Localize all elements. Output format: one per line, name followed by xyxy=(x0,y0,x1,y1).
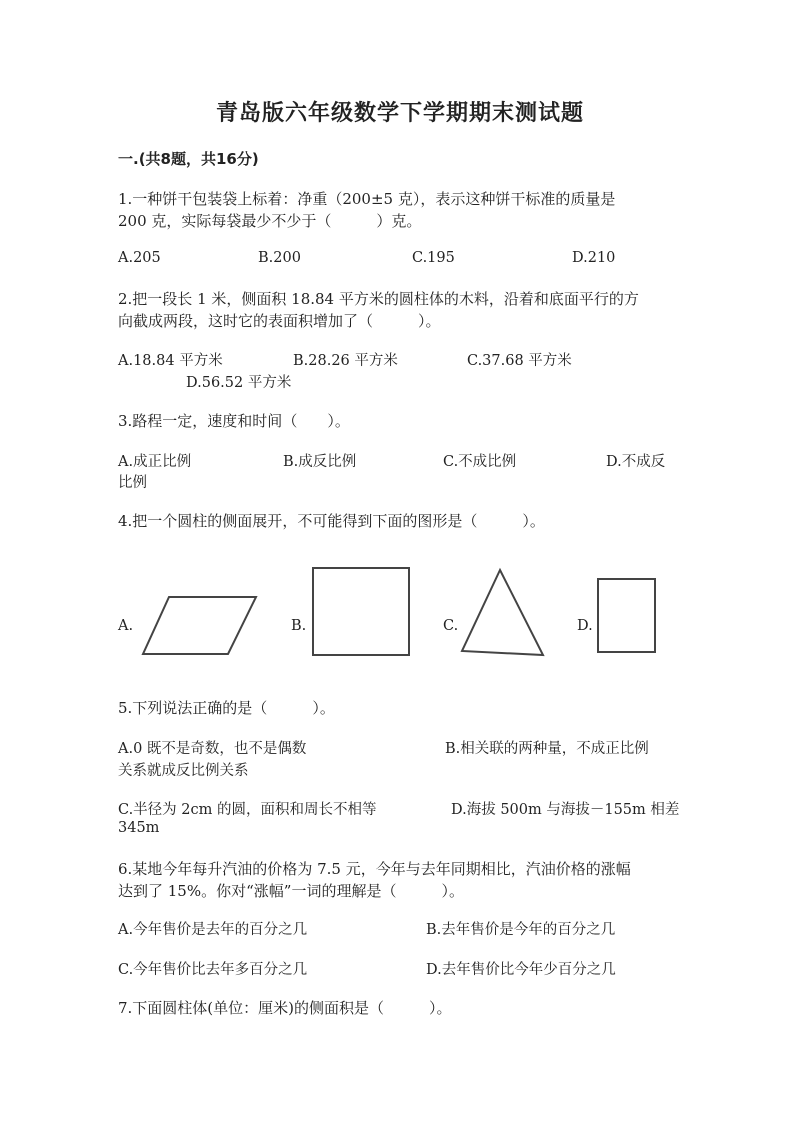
q1-option-d: D.210 xyxy=(572,250,616,266)
rectangle-figure xyxy=(596,577,658,655)
q4-option-a-label: A. xyxy=(118,618,134,634)
q5-option-d-continued: 345m xyxy=(118,820,160,836)
parallelogram-shape xyxy=(143,597,256,654)
q6-option-b: B.去年售价是今年的百分之几 xyxy=(426,922,616,938)
square-shape xyxy=(313,568,409,655)
q1-stem-line1: 1.一种饼干包装袋上标着：净重（200±5 克），表示这种饼干标准的质量是 xyxy=(118,190,616,208)
q2-option-c: C.37.68 平方米 xyxy=(467,353,572,369)
q2-stem-line1: 2.把一段长 1 米，侧面积 18.84 平方米的圆柱体的木料，沿着和底面平行的方 xyxy=(118,290,639,308)
triangle-figure xyxy=(460,568,546,658)
q1-stem-line2: 200 克，实际每袋最少不少于（ ）克。 xyxy=(118,212,422,230)
q2-option-d: D.56.52 平方米 xyxy=(186,375,292,391)
q3-option-d-continued: 比例 xyxy=(118,475,147,491)
q3-option-c: C.不成比例 xyxy=(443,454,517,470)
q5-option-b-continued: 关系就成反比例关系 xyxy=(118,763,249,779)
q6-option-a: A.今年售价是去年的百分之几 xyxy=(118,922,308,938)
q7-stem: 7.下面圆柱体(单位：厘米)的侧面积是（ ）。 xyxy=(118,999,452,1017)
q5-option-c: C.半径为 2cm 的圆，面积和周长不相等 xyxy=(118,802,377,818)
q1-option-c: C.195 xyxy=(412,250,455,266)
q3-option-d: D.不成反 xyxy=(606,454,666,470)
q6-option-c: C.今年售价比去年多百分之几 xyxy=(118,962,308,978)
q2-option-a: A.18.84 平方米 xyxy=(118,353,223,369)
q5-option-a: A.0 既不是奇数，也不是偶数 xyxy=(118,741,307,757)
q2-stem-line2: 向截成两段，这时它的表面积增加了（ ）。 xyxy=(118,312,441,330)
page-title: 青岛版六年级数学下学期期末测试题 xyxy=(215,101,584,126)
rectangle-shape xyxy=(598,579,655,652)
section-heading: 一.(共8题，共16分) xyxy=(118,150,259,168)
q3-option-a: A.成正比例 xyxy=(118,454,192,470)
q4-option-d-label: D. xyxy=(577,618,593,634)
q6-option-d: D.去年售价比今年少百分之几 xyxy=(426,962,616,978)
triangle-shape xyxy=(462,570,543,655)
q6-stem-line1: 6.某地今年每升汽油的价格为 7.5 元，今年与去年同期相比，汽油价格的涨幅 xyxy=(118,860,631,878)
q3-option-b: B.成反比例 xyxy=(283,454,357,470)
q6-stem-line2: 达到了 15%。你对“涨幅”一词的理解是（ ）。 xyxy=(118,882,464,900)
parallelogram-figure xyxy=(140,594,260,658)
q4-option-c-label: C. xyxy=(443,618,459,634)
q1-option-a: A.205 xyxy=(118,250,161,266)
q4-stem: 4.把一个圆柱的侧面展开，不可能得到下面的图形是（ ）。 xyxy=(118,512,545,530)
q2-option-b: B.28.26 平方米 xyxy=(293,353,398,369)
q3-stem: 3.路程一定，速度和时间（ ）。 xyxy=(118,412,350,430)
q1-option-b: B.200 xyxy=(258,250,301,266)
q5-option-b: B.相关联的两种量，不成正比例 xyxy=(445,741,649,757)
square-figure xyxy=(311,566,411,658)
q5-option-d: D.海拔 500m 与海拔－155m 相差 xyxy=(451,802,680,818)
q4-option-b-label: B. xyxy=(291,618,307,634)
q5-stem: 5.下列说法正确的是（ ）。 xyxy=(118,699,335,717)
